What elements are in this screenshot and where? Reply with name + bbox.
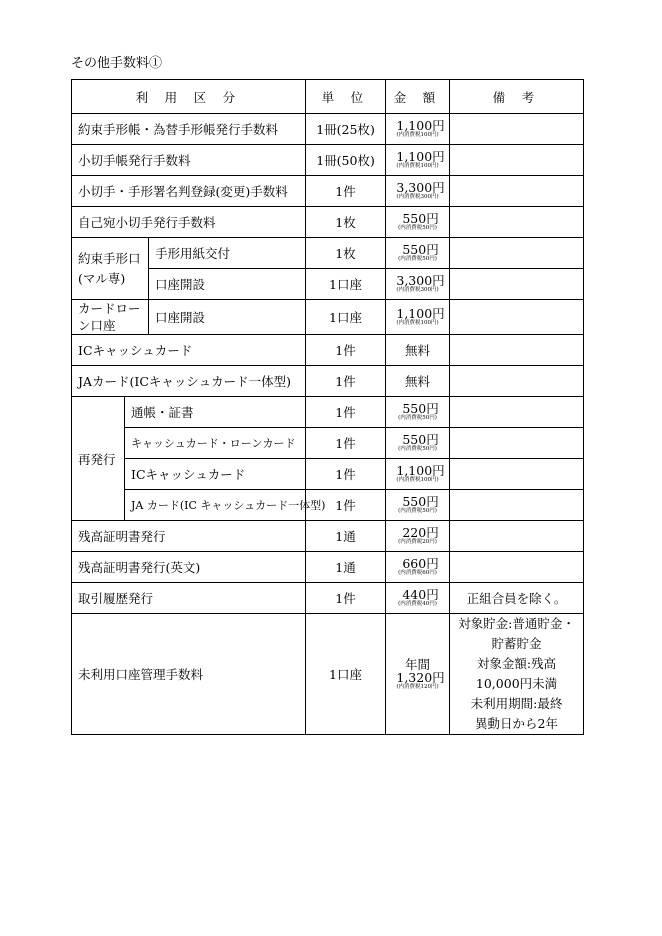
table-row (72, 552, 584, 583)
table-row (72, 238, 584, 269)
note-line: 対象貯金:普通貯金・ (458, 616, 575, 631)
table-row (72, 459, 584, 490)
group-label-cardloan: カードロー ン口座 (72, 300, 149, 335)
row-unit: 1件 (306, 583, 386, 614)
amount-value: 1,100円 (396, 463, 445, 478)
row-amount (386, 552, 450, 583)
table-row (72, 397, 584, 428)
row-name: JAカード(ICキャッシュカード一体型) (72, 366, 306, 397)
table-row (72, 366, 584, 397)
row-name: 通帳・証書 (125, 397, 306, 428)
amount-value: 550円 (402, 401, 439, 416)
table-row (72, 335, 584, 366)
row-note (450, 428, 584, 459)
tax-note: (内消費税300円) (396, 287, 439, 293)
row-amount (386, 300, 450, 335)
row-amount: 無料 (386, 366, 450, 397)
note-line: 異動日から2年 (475, 716, 559, 731)
row-note (450, 552, 584, 583)
amount-value: 550円 (402, 242, 439, 257)
row-note (450, 335, 584, 366)
amount-value: 440円 (402, 587, 439, 602)
header-category: 利 用 区 分 (72, 80, 306, 114)
row-amount (386, 207, 450, 238)
amount-value: 1,100円 (396, 149, 445, 164)
row-name: 自己宛小切手発行手数料 (72, 207, 306, 238)
note-line: 未利用期間:最終 (470, 696, 563, 711)
amount-value: 3,300円 (396, 180, 445, 195)
row-amount (386, 428, 450, 459)
row-amount (386, 145, 450, 176)
row-name: 口座開設 (149, 269, 306, 300)
row-note (450, 521, 584, 552)
amount-value: 1,100円 (396, 306, 445, 321)
tax-note: (内消費税40円) (398, 601, 437, 607)
row-name: JA カード(IC キャッシュカード一体型) (125, 490, 306, 521)
group-label-reissue: 再発行 (72, 397, 125, 521)
row-unit: 1件 (306, 490, 386, 521)
row-note (450, 397, 584, 428)
row-unit: 1件 (306, 428, 386, 459)
note-line: 対象金額:残高 (476, 656, 557, 671)
row-name: キャッシュカード・ローンカード (125, 428, 306, 459)
fee-table (71, 79, 584, 735)
row-note (450, 114, 584, 145)
row-note (450, 238, 584, 269)
amount-value: 660円 (402, 556, 439, 571)
header-amount: 金 額 (386, 80, 450, 114)
tax-note: (内消費税120円) (396, 683, 439, 690)
row-unit: 1通 (306, 521, 386, 552)
row-name: 未利用口座管理手数料 (72, 614, 306, 735)
row-unit: 1件 (306, 459, 386, 490)
row-amount (386, 397, 450, 428)
header-note: 備 考 (450, 80, 584, 114)
amount-value: 550円 (402, 494, 439, 509)
amount-prefix: 年間 (405, 656, 431, 672)
tax-note: (内消費税50円) (398, 508, 437, 514)
row-note (450, 366, 584, 397)
tax-note: (内消費税60円) (398, 570, 437, 576)
row-name: ICキャッシュカード (125, 459, 306, 490)
row-name: ICキャッシュカード (72, 335, 306, 366)
row-amount (386, 583, 450, 614)
row-amount (386, 459, 450, 490)
tax-note: (内消費税100円) (396, 477, 439, 483)
table-row (72, 300, 584, 335)
amount-value: 550円 (402, 432, 439, 447)
row-unit: 1件 (306, 366, 386, 397)
amount-value: 1,100円 (396, 118, 445, 133)
tax-note: (内消費税50円) (398, 225, 437, 231)
row-name: 小切手・手形署名判登録(変更)手数料 (72, 176, 306, 207)
amount-value: 1,320円 (396, 669, 445, 685)
row-note (450, 300, 584, 335)
row-amount (386, 176, 450, 207)
row-unit: 1冊(50枚) (306, 145, 386, 176)
tax-note: (内消費税300円) (396, 194, 439, 200)
tax-note: (内消費税100円) (396, 320, 439, 326)
row-note (450, 459, 584, 490)
tax-note: (内消費税100円) (396, 163, 439, 169)
row-note (450, 490, 584, 521)
row-amount (386, 269, 450, 300)
table-row (72, 583, 584, 614)
row-amount (386, 238, 450, 269)
row-name: 取引履歴発行 (72, 583, 306, 614)
tax-note: (内消費税50円) (398, 446, 437, 452)
row-note: 正組合員を除く。 (450, 583, 584, 614)
row-amount (386, 521, 450, 552)
row-unit: 1枚 (306, 238, 386, 269)
table-row (72, 207, 584, 238)
row-note (450, 269, 584, 300)
table-row (72, 614, 584, 735)
row-amount (386, 490, 450, 521)
note-line: 貯蓄貯金 (491, 636, 542, 651)
amount-value: 3,300円 (396, 273, 445, 288)
page-title: その他手数料① (71, 56, 163, 71)
tax-note: (内消費税100円) (396, 132, 439, 138)
row-name: 残高証明書発行(英文) (72, 552, 306, 583)
row-unit: 1口座 (306, 614, 386, 735)
row-unit: 1件 (306, 176, 386, 207)
row-name: 残高証明書発行 (72, 521, 306, 552)
row-name: 手形用紙交付 (149, 238, 306, 269)
table-row (72, 521, 584, 552)
row-unit: 1冊(25枚) (306, 114, 386, 145)
table-row (72, 145, 584, 176)
amount-value: 550円 (402, 211, 439, 226)
row-unit: 1通 (306, 552, 386, 583)
row-name: 約束手形帳・為替手形帳発行手数料 (72, 114, 306, 145)
table-header-row (72, 80, 584, 114)
table-row (72, 490, 584, 521)
tax-note: (内消費税20円) (398, 539, 437, 545)
table-row (72, 269, 584, 300)
row-name: 小切手帳発行手数料 (72, 145, 306, 176)
row-name: 口座開設 (149, 300, 306, 335)
table-row (72, 114, 584, 145)
table-row (72, 176, 584, 207)
row-note (450, 145, 584, 176)
row-amount (386, 114, 450, 145)
row-note (450, 207, 584, 238)
row-unit: 1件 (306, 335, 386, 366)
group-label-promissory: 約束手形口 (マル専) (72, 238, 149, 300)
row-note (450, 176, 584, 207)
amount-value: 220円 (402, 525, 439, 540)
row-amount (386, 614, 450, 735)
row-unit: 1口座 (306, 269, 386, 300)
row-amount: 無料 (386, 335, 450, 366)
tax-note: (内消費税50円) (398, 415, 437, 421)
row-unit: 1枚 (306, 207, 386, 238)
row-note (450, 614, 584, 735)
tax-note: (内消費税50円) (398, 256, 437, 262)
header-unit: 単 位 (306, 80, 386, 114)
table-row (72, 428, 584, 459)
note-line: 10,000円未満 (475, 676, 558, 691)
row-unit: 1件 (306, 397, 386, 428)
row-unit: 1口座 (306, 300, 386, 335)
